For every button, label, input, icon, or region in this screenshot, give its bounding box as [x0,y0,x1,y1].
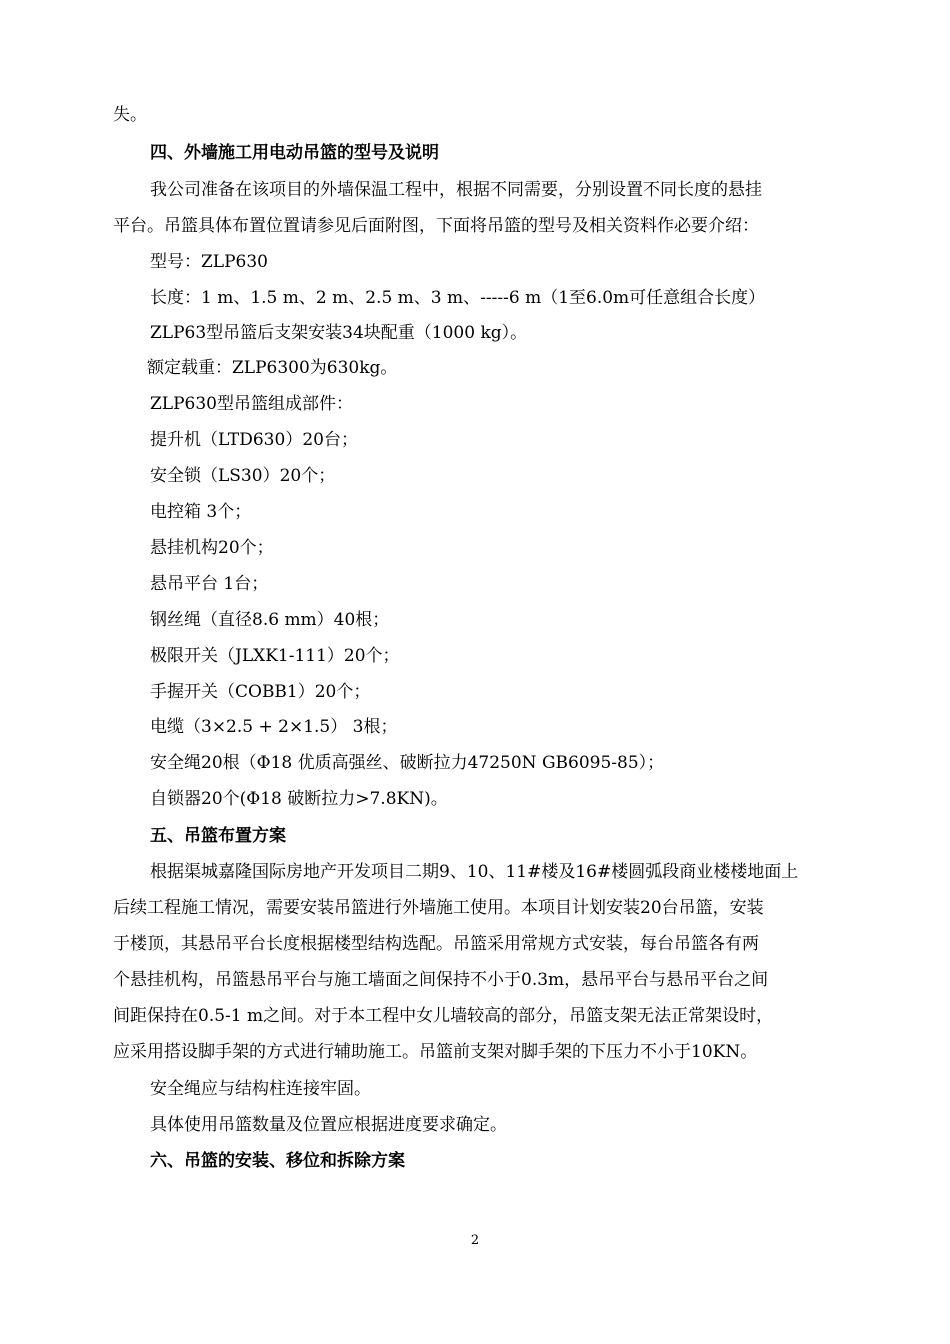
list-item: 手握开关（COBB1）20个； [150,682,371,702]
text-line: 个悬挂机构，吊篮悬吊平台与施工墙面之间保持不小于0.3m，悬吊平台与悬吊平台之间 [113,970,769,990]
list-item: 钢丝绳（直径8.6 mm）40根； [150,610,390,630]
section-heading-4: 四、外墙施工用电动吊篮的型号及说明 [150,143,439,163]
section-heading-5: 五、吊篮布置方案 [150,826,286,846]
list-item: 悬挂机构20个； [150,538,274,558]
text-line: 型号：ZLP630 [150,252,268,272]
text-line: 应采用搭设脚手架的方式进行辅助施工。吊篮前支架对脚手架的下压力不小于10KN。 [113,1042,758,1062]
list-item: 悬吊平台 1台； [150,574,269,594]
text-line: 我公司准备在该项目的外墙保温工程中，根据不同需要，分别设置不同长度的悬挂 [150,180,762,200]
text-line: 后续工程施工情况，需要安装吊篮进行外墙施工使用。本项目计划安装20台吊篮，安装 [113,898,764,918]
list-item: 极限开关（JLXK1-111）20个； [150,646,400,666]
section-heading-6: 六、吊篮的安装、移位和拆除方案 [150,1151,405,1171]
text-line: 平台。吊篮具体布置位置请参见后面附图，下面将吊篮的型号及相关资料作必要介绍： [113,216,759,236]
text-line: ZLP630型吊篮组成部件： [150,394,353,414]
text-line: 根据渠城嘉隆国际房地产开发项目二期9、10、11#楼及16#楼圆弧段商业楼楼地面上 [150,862,799,882]
text-line: 额定载重：ZLP6300为630kg。 [147,358,398,378]
list-item: 安全绳20根（Φ18 优质高强丝、破断拉力47250N GB6095-85）； [150,753,665,773]
text-line: 于楼顶，其悬吊平台长度根据楼型结构选配。吊篮采用常规方式安装，每台吊篮各有两 [113,934,759,954]
list-item: 提升机（LTD630）20台； [150,430,358,450]
text-line: 失。 [113,105,147,125]
list-item: 电缆（3×2.5 + 2×1.5） 3根； [150,717,398,737]
list-item: 电控箱 3个； [150,502,252,522]
list-item: 自锁器20个(Φ18 破断拉力>7.8KN)。 [150,789,448,809]
text-line: 长度：1 m、1.5 m、2 m、2.5 m、3 m、-----6 m（1至6.0m可任意组合长度） [150,288,766,308]
text-line: 具体使用吊篮数量及位置应根据进度要求确定。 [150,1115,507,1135]
page-number: 2 [470,1233,480,1248]
text-line: 安全绳应与结构柱连接牢固。 [150,1079,371,1099]
text-line: 间距保持在0.5-1 m之间。对于本工程中女儿墙较高的部分，吊篮支架无法正常架设时， [113,1006,774,1026]
list-item: 安全锁（LS30）20个； [150,466,336,486]
text-line: ZLP63型吊篮后支架安装34块配重（1000 kg）。 [150,323,528,343]
